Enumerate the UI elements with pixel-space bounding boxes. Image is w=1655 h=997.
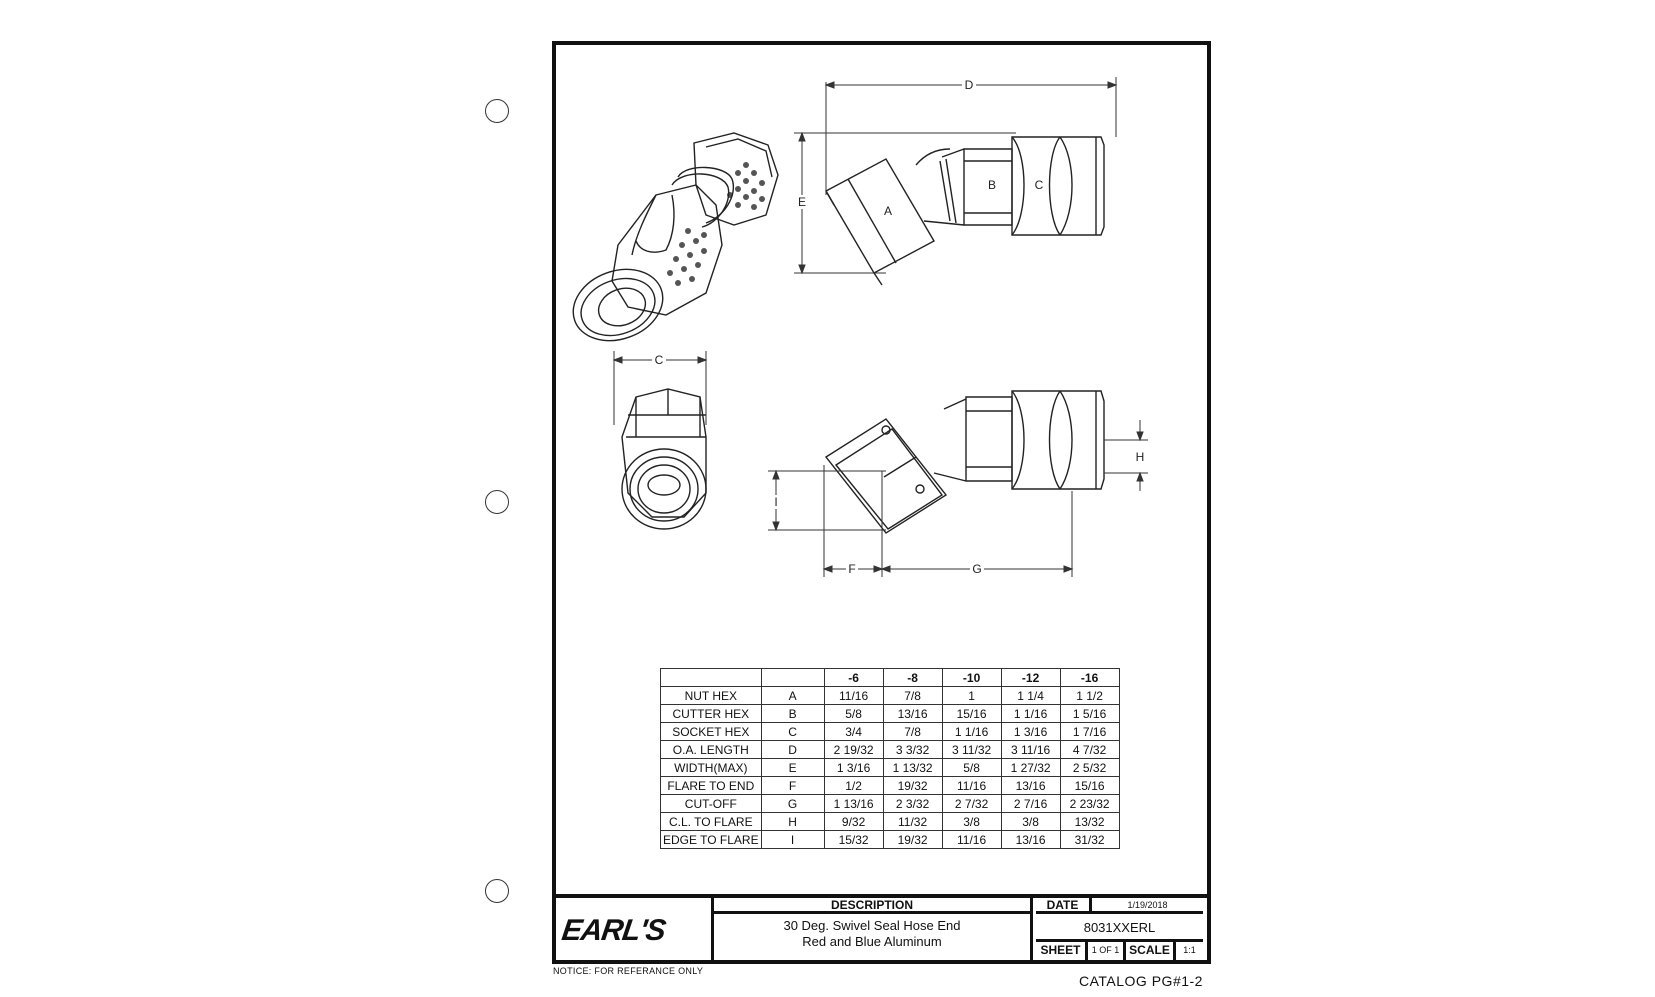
sheet-value: 1 OF 1 bbox=[1088, 942, 1126, 960]
table-row bbox=[661, 777, 1120, 795]
date-value: 1/19/2018 bbox=[1092, 898, 1203, 914]
row-code: H bbox=[761, 813, 824, 831]
table-cell: 19/32 bbox=[883, 777, 942, 795]
table-cell: 13/16 bbox=[883, 705, 942, 723]
table-cell: 1/2 bbox=[824, 777, 883, 795]
table-cell: 15/32 bbox=[824, 831, 883, 849]
title-block bbox=[556, 894, 1207, 960]
table-cell: 1 1/4 bbox=[1001, 687, 1060, 705]
table-cell: 1 5/16 bbox=[1060, 705, 1119, 723]
logo-cell bbox=[556, 898, 714, 960]
table-cell: 1 27/32 bbox=[1001, 759, 1060, 777]
table-cell: 15/16 bbox=[942, 705, 1001, 723]
drawing-sheet bbox=[552, 41, 1211, 964]
table-cell: 13/32 bbox=[1060, 813, 1119, 831]
table-row bbox=[661, 759, 1120, 777]
dimension-label-f: F bbox=[848, 562, 856, 576]
row-label: EDGE TO FLARE bbox=[661, 831, 762, 849]
table-row bbox=[661, 705, 1120, 723]
table-cell: 1 3/16 bbox=[824, 759, 883, 777]
table-cell: 1 bbox=[942, 687, 1001, 705]
row-code: D bbox=[761, 741, 824, 759]
table-cell: 11/16 bbox=[824, 687, 883, 705]
table-cell: 2 23/32 bbox=[1060, 795, 1119, 813]
date-header: DATE bbox=[1036, 898, 1092, 914]
dimension-label-c-side: C bbox=[1034, 178, 1044, 192]
table-row bbox=[661, 687, 1120, 705]
row-label: O.A. LENGTH bbox=[661, 741, 762, 759]
table-cell: 13/16 bbox=[1001, 831, 1060, 849]
size-header: -10 bbox=[942, 669, 1001, 687]
table-cell: 2 5/32 bbox=[1060, 759, 1119, 777]
table-cell: 1 3/16 bbox=[1001, 723, 1060, 741]
row-label: SOCKET HEX bbox=[661, 723, 762, 741]
dimension-label-a: A bbox=[883, 204, 893, 218]
table-cell: 3/8 bbox=[1001, 813, 1060, 831]
table-cell: 4 7/32 bbox=[1060, 741, 1119, 759]
table-header-blank bbox=[661, 669, 762, 687]
size-header: -6 bbox=[824, 669, 883, 687]
scale-header: SCALE bbox=[1126, 942, 1176, 960]
table-cell: 2 3/32 bbox=[883, 795, 942, 813]
row-label: NUT HEX bbox=[661, 687, 762, 705]
isometric-fitting-view bbox=[563, 133, 778, 353]
earls-logo: EARL'S bbox=[559, 914, 668, 947]
table-cell: 5/8 bbox=[942, 759, 1001, 777]
reference-notice: NOTICE: FOR REFERANCE ONLY bbox=[553, 966, 704, 976]
table-cell: 13/16 bbox=[1001, 777, 1060, 795]
row-code: F bbox=[761, 777, 824, 795]
table-cell: 7/8 bbox=[883, 687, 942, 705]
table-cell: 3/8 bbox=[942, 813, 1001, 831]
table-cell: 2 7/32 bbox=[942, 795, 1001, 813]
table-cell: 1 13/16 bbox=[824, 795, 883, 813]
dimension-label-c-front: C bbox=[654, 353, 664, 367]
row-label: FLARE TO END bbox=[661, 777, 762, 795]
table-cell: 1 1/2 bbox=[1060, 687, 1119, 705]
table-cell: 3 3/32 bbox=[883, 741, 942, 759]
row-label: CUTTER HEX bbox=[661, 705, 762, 723]
row-code: I bbox=[761, 831, 824, 849]
dimension-label-g: G bbox=[972, 562, 982, 576]
sheet-header: SHEET bbox=[1036, 942, 1088, 960]
row-label: CUT-OFF bbox=[661, 795, 762, 813]
table-cell: 15/16 bbox=[1060, 777, 1119, 795]
table-row bbox=[661, 813, 1120, 831]
table-header-blank bbox=[761, 669, 824, 687]
binder-hole-top bbox=[485, 99, 509, 123]
row-label: C.L. TO FLARE bbox=[661, 813, 762, 831]
table-cell: 3/4 bbox=[824, 723, 883, 741]
table-cell: 1 1/16 bbox=[942, 723, 1001, 741]
table-cell: 1 1/16 bbox=[1001, 705, 1060, 723]
description-header: DESCRIPTION bbox=[714, 898, 1030, 914]
row-label: WIDTH(MAX) bbox=[661, 759, 762, 777]
table-cell: 1 13/32 bbox=[883, 759, 942, 777]
part-number: 8031XXERL bbox=[1036, 914, 1203, 942]
table-cell: 9/32 bbox=[824, 813, 883, 831]
dimension-label-b: B bbox=[987, 178, 997, 192]
scale-value: 1:1 bbox=[1183, 945, 1196, 955]
front-fitting-view bbox=[622, 389, 706, 529]
dimension-label-h: H bbox=[1135, 450, 1145, 464]
description-line-1: 30 Deg. Swivel Seal Hose End bbox=[783, 918, 961, 933]
size-header: -16 bbox=[1060, 669, 1119, 687]
table-cell: 3 11/16 bbox=[1001, 741, 1060, 759]
section-fitting-view bbox=[826, 391, 1104, 533]
table-row bbox=[661, 795, 1120, 813]
table-row bbox=[661, 831, 1120, 849]
table-header-row bbox=[661, 669, 1120, 687]
binder-hole-middle bbox=[485, 490, 509, 514]
table-cell: 1 7/16 bbox=[1060, 723, 1119, 741]
table-cell: 7/8 bbox=[883, 723, 942, 741]
row-code: E bbox=[761, 759, 824, 777]
side-fitting-view bbox=[826, 137, 1104, 285]
dimension-label-i: I bbox=[774, 495, 778, 509]
dimension-label-e: E bbox=[797, 195, 807, 209]
row-code: A bbox=[761, 687, 824, 705]
table-cell: 19/32 bbox=[883, 831, 942, 849]
dimension-spec-table bbox=[660, 668, 1120, 849]
table-cell: 2 7/16 bbox=[1001, 795, 1060, 813]
size-header: -12 bbox=[1001, 669, 1060, 687]
description-line-2: Red and Blue Aluminum bbox=[802, 934, 942, 949]
table-cell: 2 19/32 bbox=[824, 741, 883, 759]
table-cell: 3 11/32 bbox=[942, 741, 1001, 759]
catalog-page-number: CATALOG PG#1-2 bbox=[1079, 973, 1203, 989]
table-row bbox=[661, 723, 1120, 741]
table-cell: 11/16 bbox=[942, 777, 1001, 795]
row-code: C bbox=[761, 723, 824, 741]
dimension-label-d: D bbox=[964, 78, 974, 92]
row-code: B bbox=[761, 705, 824, 723]
size-header: -8 bbox=[883, 669, 942, 687]
table-cell: 11/32 bbox=[883, 813, 942, 831]
table-cell: 5/8 bbox=[824, 705, 883, 723]
table-cell: 31/32 bbox=[1060, 831, 1119, 849]
table-cell: 11/16 bbox=[942, 831, 1001, 849]
binder-hole-bottom bbox=[485, 879, 509, 903]
table-row bbox=[661, 741, 1120, 759]
row-code: G bbox=[761, 795, 824, 813]
